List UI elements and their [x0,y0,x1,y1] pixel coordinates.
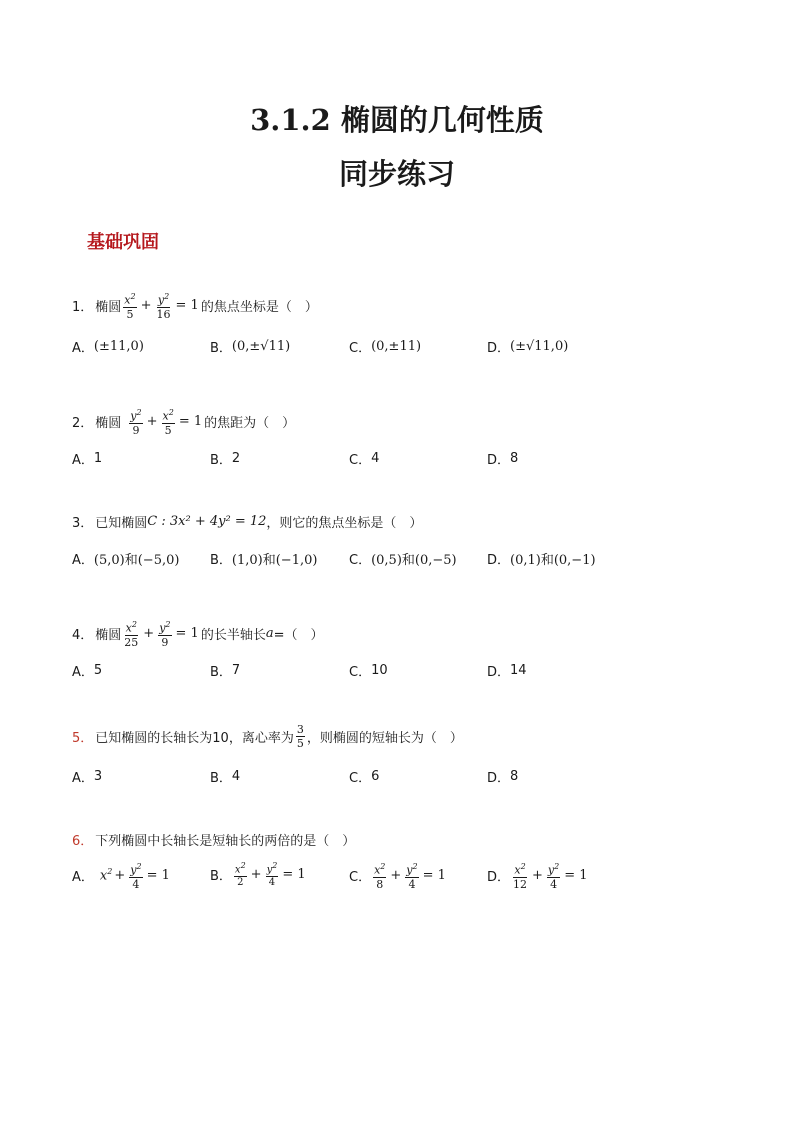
question-number: 3． [72,516,94,531]
formula-fraction: $\frac{x^2}{5}$ [162,408,174,437]
question-tail: =（ ） [273,627,324,643]
option-d[interactable]: D． 8 [487,769,519,786]
formula-fraction: $\frac{x^2}{5}$ [124,292,136,321]
page-subtitle: 同步练习 [338,157,455,191]
question-6 [72,830,355,849]
question-number: 4． [72,627,94,643]
variable: a [265,625,274,641]
page-title: 3.1.2 椭圆的几何性质 [250,103,544,137]
option-a[interactable]: A． $x^2$ + $\frac{y^2}{4}$ = 1 [72,862,170,891]
option-a[interactable]: A． 3 [72,769,103,786]
option-d[interactable]: D． $\frac{x^2}{12}$ + $\frac{y^2}{4}$ = 1 [487,862,588,891]
option-b[interactable]: B． 4 [210,769,241,786]
question-lead: 已知椭圆的长轴长为10，离心率为 [95,731,294,746]
formula-fraction: $\frac{y^2}{9}$ [159,620,171,649]
formula-fraction: $\frac{y^2}{16}$ [156,292,171,321]
question-4: 4． 椭圆 $\frac{x^2}{25}$ + $\frac{y^2}{9}$ = 1 的长半轴长 a =（ ） [72,620,324,649]
option-c[interactable]: C． (0,5)和(0,−5) [349,553,457,568]
option-a[interactable]: A． 5 [72,663,103,680]
question-number: 2． [72,415,94,431]
option-c[interactable]: C． 10 [349,663,388,680]
question-2: 2． 椭圆 $\frac{y^2}{9}$ + $\frac{x^2}{5}$ = 1 的焦距为（ ） [72,408,296,437]
question-stem: ，则它的焦点坐标是（ ） [266,516,423,531]
section-heading: 基础巩固 [87,232,159,253]
question-number: 6． [72,834,94,849]
formula-fraction: $\frac{3}{5}$ [296,723,304,750]
option-d[interactable]: D． 8 [487,451,519,468]
formula-fraction: $\frac{x^2}{25}$ [124,620,139,649]
question-1: 1． 椭圆 $\frac{x^2}{5}$ + $\frac{y^2}{16}$ = 1 的焦点坐标是（ ） [72,292,318,321]
question-number: 1． [72,299,94,315]
question-stem: 的焦距为（ ） [204,415,296,431]
option-a[interactable]: A． 1 [72,451,103,468]
question-stem: 的长半轴长 [200,627,266,643]
question-stem: 的焦点坐标是（ ） [200,299,318,315]
question-number: 5． [72,731,94,746]
option-d[interactable]: D． (±√11,0) [487,339,569,356]
option-c[interactable]: C． 6 [349,769,380,786]
question-lead: 椭圆 [95,627,122,643]
option-d[interactable]: D． (0,1)和(0,−1) [487,553,596,568]
question-lead: 椭圆 [95,415,122,431]
formula-fraction: $\frac{y^2}{9}$ [130,408,142,437]
formula: C : 3x² + 4y² = 12 [147,514,267,529]
option-b[interactable]: B． 2 [210,451,241,468]
option-c[interactable]: C． (0,±11) [349,339,422,356]
option-a[interactable]: A． (±11,0) [72,339,144,356]
question-stem: 下列椭圆中长轴长是短轴长的两倍的是（ ） [95,834,356,849]
question-3 [72,512,422,531]
option-b[interactable]: B． (1,0)和(−1,0) [210,553,318,568]
option-c[interactable]: C． $\frac{x^2}{8}$ + $\frac{y^2}{4}$ = 1 [349,862,446,891]
question-5 [72,723,463,750]
option-b[interactable]: B． 7 [210,663,241,680]
option-a[interactable]: A． (5,0)和(−5,0) [72,553,180,568]
option-c[interactable]: C． 4 [349,451,380,468]
option-d[interactable]: D． 14 [487,663,527,680]
question-stem: ，则椭圆的短轴长为（ ） [306,731,463,746]
question-lead: 椭圆 [95,299,122,315]
option-b[interactable]: B． (0,±√11) [210,339,291,356]
question-lead: 已知椭圆 [95,516,148,531]
option-b[interactable]: B． $\frac{x^2}{2}$ + $\frac{y^2}{4}$ = 1 [210,861,306,889]
